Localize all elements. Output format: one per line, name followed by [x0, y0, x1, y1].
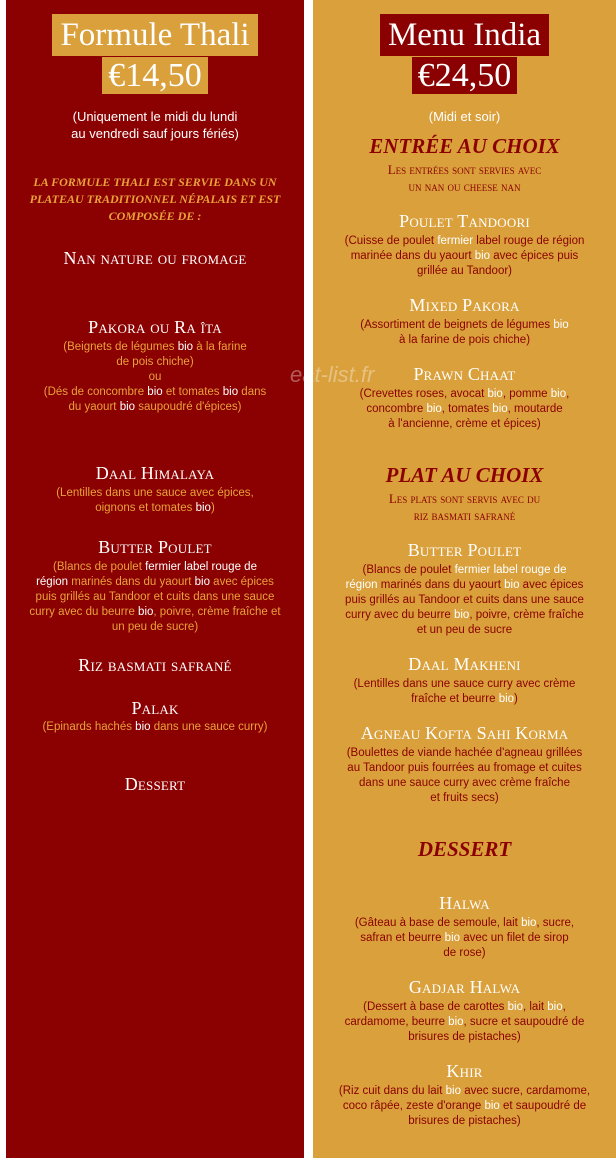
thali-item-palak-desc: (Epinards hachés bio dans une sauce curry) [42, 721, 268, 733]
thali-item-pakora: Pakora ou Ra îta [88, 317, 222, 337]
india-title: Menu India [380, 14, 549, 56]
thali-item-butter-poulet-desc: (Blancs de poulet fermier label rouge de région marinés dans du yaourt bio avec épices puis grillés au Tandoor et cuits dans une sauce curry avec du beurre bio, poivre, crème fraîche et un peu de sucre) [29, 561, 281, 633]
dessert-gadjar-halwa: Gadjar Halwa [408, 977, 521, 997]
entree-prawn-chaat-desc: (Crevettes roses, avocat bio, pomme bio, concombre bio, tomates bio, moutarde à l'ancienne, crème et épices) [359, 388, 570, 430]
dessert-halwa: Halwa [439, 893, 490, 913]
thali-price: €14,50 [6, 56, 304, 96]
thali-title: Formule Thali [52, 14, 257, 56]
dessert-heading: DESSERT [417, 837, 512, 861]
india-price: €24,50 [313, 56, 616, 96]
thali-item-daal-desc: (Lentilles dans une sauce avec épices, oignons et tomates bio) [56, 487, 254, 514]
thali-item-palak: Palak [131, 698, 179, 718]
thali-item-daal: Daal Himalaya [95, 463, 215, 483]
dessert-gadjar-halwa-desc: (Dessert à base de carottes bio, lait bio, cardamome, beurre bio, sucre et saupoudré de brisures de pistaches) [344, 1001, 585, 1043]
plat-heading: PLAT AU CHOIX [385, 463, 544, 487]
thali-item-nan: Nan nature ou fromage [63, 248, 247, 268]
entree-poulet-tandoori-desc: (Cuisse de poulet fermier label rouge de région marinée dans du yaourt bio avec épices puis grillée au Tandoor) [344, 235, 585, 277]
india-column [313, 0, 616, 1158]
plat-subnote: Les plats sont servis avec du riz basmati safrané [388, 491, 541, 523]
entree-poulet-tandoori: Poulet Tandoori [399, 211, 530, 231]
plat-butter-poulet: Butter Poulet [407, 540, 522, 560]
thali-item-pakora-desc: (Beignets de légumes bio à la farine de pois chiche) ou (Dés de concombre bio et tomates bio dans du yaourt bio saupoudré d'épices) [43, 341, 267, 413]
entree-mixed-pakora: Mixed Pakora [409, 295, 520, 315]
entree-heading: ENTRÉE AU CHOIX [369, 134, 560, 158]
plat-daal-makheni-desc: (Lentilles dans une sauce curry avec crème fraîche et beurre bio) [353, 678, 576, 705]
dessert-khir-desc: (Riz cuit dans du lait bio avec sucre, cardamome, coco râpée, zeste d'orange bio et saupoudré de brisures de pistaches) [338, 1085, 591, 1127]
india-availability: (Midi et soir) [428, 109, 501, 124]
thali-item-dessert: Dessert [124, 774, 186, 794]
entree-prawn-chaat: Prawn Chaat [413, 364, 516, 384]
thali-item-riz: Riz basmati safrané [78, 655, 232, 675]
watermark: eat-list.fr [290, 362, 375, 387]
plat-agneau-kofta-desc: (Boulettes de viande hachée d'agneau grillées au Tandoor puis fourrées au fromage et cuites dans une sauce curry avec crème fraîche et fruits secs) [346, 747, 583, 804]
thali-availability: (Uniquement le midi du lundi au vendredi sauf jours fériés) [71, 109, 239, 141]
plat-agneau-kofta: Agneau Kofta Sahi Korma [360, 723, 569, 743]
thali-column [6, 0, 304, 1158]
thali-intro: LA FORMULE THALI EST SERVIE DANS UN PLATEAU TRADITIONNEL NÉPALAIS ET EST COMPOSÉE DE : [29, 175, 281, 223]
entree-mixed-pakora-desc: (Assortiment de beignets de légumes bio à la farine de pois chiche) [360, 319, 569, 346]
entree-subnote: Les entrées sont servies avec un nan ou cheese nan [387, 162, 542, 194]
plat-daal-makheni: Daal Makheni [408, 654, 521, 674]
thali-item-butter-poulet: Butter Poulet [98, 537, 212, 557]
plat-butter-poulet-desc: (Blancs de poulet fermier label rouge de région marinés dans du yaourt bio avec épices puis grillés au Tandoor et cuits dans une sauce curry avec du beurre bio, poivre, crème fraîche et un peu de sucre [345, 564, 584, 636]
dessert-khir: Khir [446, 1061, 483, 1081]
dessert-halwa-desc: (Gâteau à base de semoule, lait bio, sucre, safran et beurre bio avec un filet de sirop de rose) [354, 917, 575, 959]
